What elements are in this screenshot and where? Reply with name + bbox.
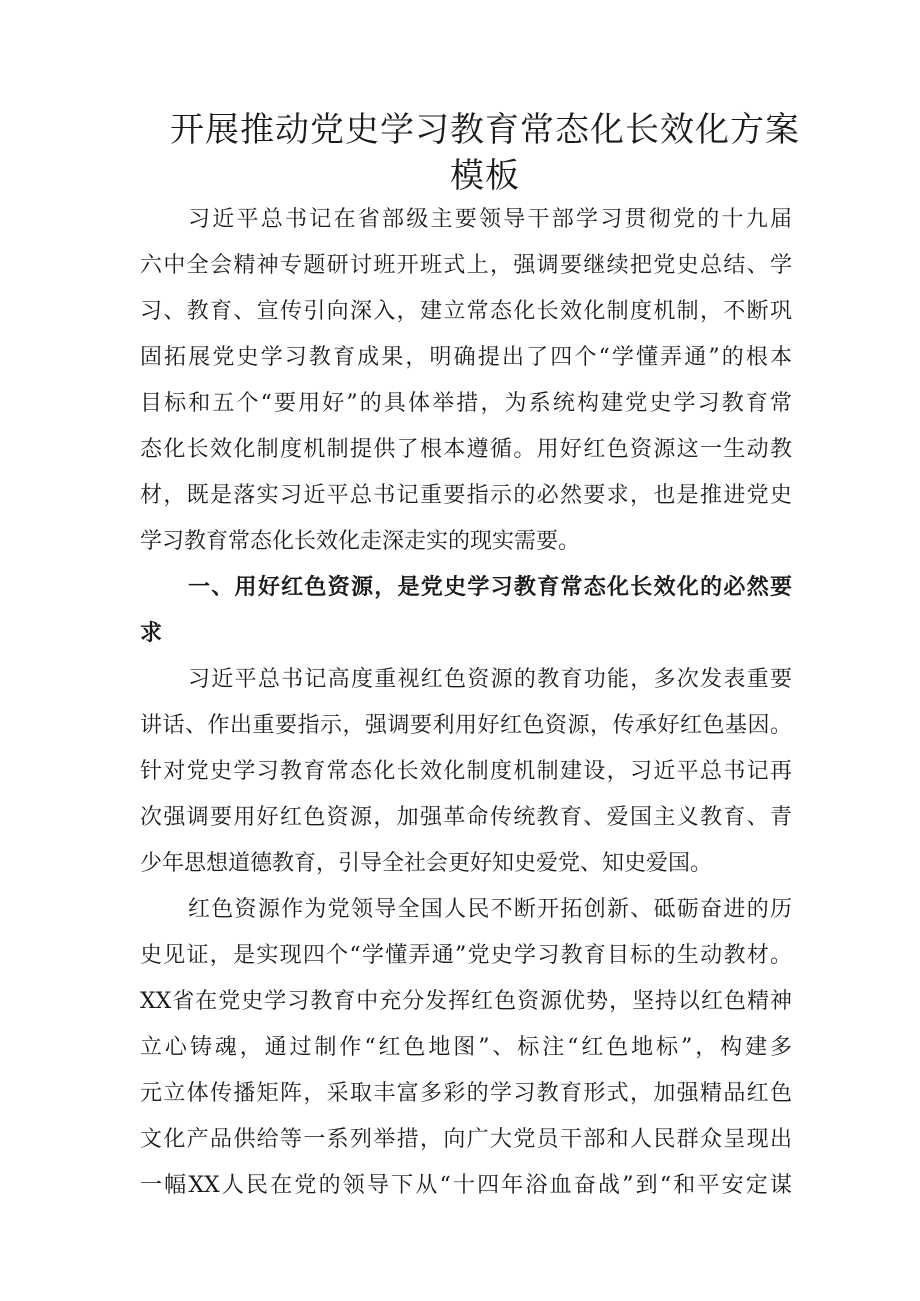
paragraph-3-line: XX省在党史学习教育中充分发挥红色资源优势，坚持以红色精神 bbox=[140, 989, 792, 1014]
paragraph-1-line: 学习教育常态化长效化走深走实的现实需要。 bbox=[140, 529, 581, 554]
paragraph-1-line: 习、教育、宣传引向深入，建立常态化长效化制度机制，不断巩 bbox=[140, 299, 792, 324]
paragraph-1-line: 目标和五个“要用好”的具体举措，为系统构建党史学习教育常 bbox=[140, 391, 792, 416]
paragraph-3-line: 一幅XX人民在党的领导下从“十四年浴血奋战”到“和平安定谋 bbox=[140, 1173, 792, 1198]
paragraph-2-line: 讲话、作出重要指示，强调要利用好红色资源，传承好红色基因。 bbox=[140, 713, 792, 738]
paragraph-1-line: 习近平总书记在省部级主要领导干部学习贯彻党的十九届 bbox=[188, 207, 792, 232]
paragraph-1-line: 固拓展党史学习教育成果，明确提出了四个“学懂弄通”的根本 bbox=[140, 345, 792, 370]
paragraph-2-line: 针对党史学习教育常态化长效化制度机制建设，习近平总书记再 bbox=[140, 759, 792, 784]
paragraph-1-line: 态化长效化制度机制提供了根本遵循。用好红色资源这一生动教 bbox=[140, 437, 792, 462]
paragraph-3-line: 立心铸魂，通过制作“红色地图”、标注“红色地标”，构建多 bbox=[140, 1035, 792, 1060]
document-title: 开展推动党史学习教育常态化长效化方案 bbox=[170, 110, 800, 150]
paragraph-2-line: 次强调要用好红色资源，加强革命传统教育、爱国主义教育、青 bbox=[140, 805, 792, 830]
paragraph-3-line: 文化产品供给等一系列举措，向广大党员干部和人民群众呈现出 bbox=[140, 1127, 792, 1152]
paragraph-2-line: 习近平总书记高度重视红色资源的教育功能，多次发表重要 bbox=[188, 667, 792, 692]
section-heading-1: 一、用好红色资源，是党史学习教育常态化长效化的必然要 bbox=[188, 575, 792, 600]
paragraph-3-line: 史见证，是实现四个“学懂弄通”党史学习教育目标的生动教材。 bbox=[140, 943, 792, 968]
paragraph-2-line: 少年思想道德教育，引导全社会更好知史爱党、知史爱国。 bbox=[140, 851, 713, 876]
paragraph-3-line: 元立体传播矩阵，采取丰富多彩的学习教育形式，加强精品红色 bbox=[140, 1081, 792, 1106]
paragraph-1-line: 六中全会精神专题研讨班开班式上，强调要继续把党史总结、学 bbox=[140, 253, 792, 278]
section-heading-1-continued: 求 bbox=[140, 621, 163, 646]
paragraph-3-line: 红色资源作为党领导全国人民不断开拓创新、砥砺奋进的历 bbox=[188, 897, 792, 922]
document-title-continued: 模板 bbox=[450, 156, 520, 196]
paragraph-1-line: 材，既是落实习近平总书记重要指示的必然要求，也是推进党史 bbox=[140, 483, 792, 508]
